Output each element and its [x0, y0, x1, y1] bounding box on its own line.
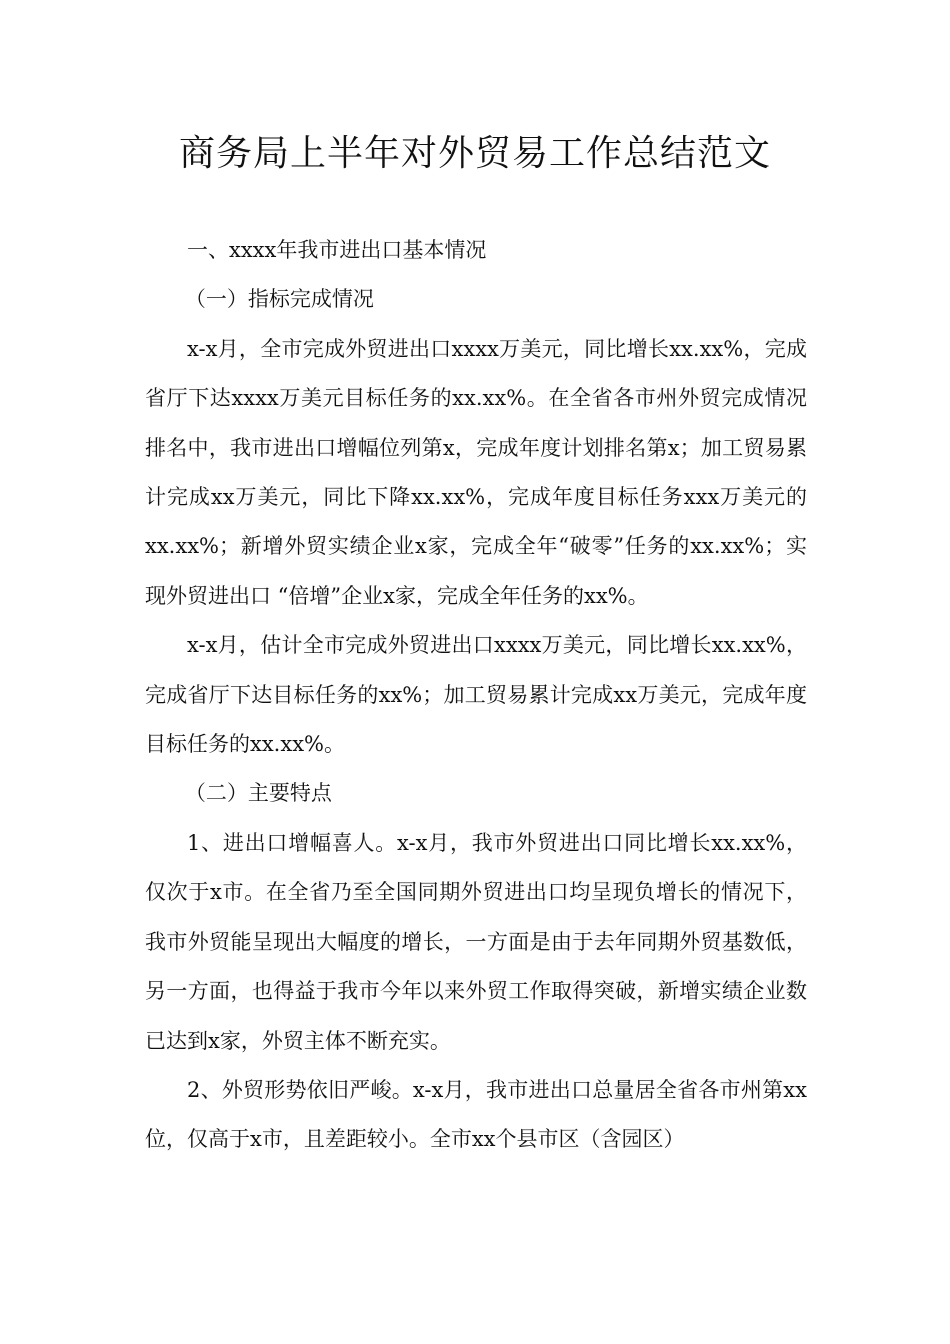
paragraph: 1、进出口增幅喜人。x-x月，我市外贸进出口同比增长xx.xx%，仅次于x市。在全省乃至全国同期外贸进出口均呈现负增长的情况下，我市外贸能呈现出大幅度的增长，一方面是由于去年同期外贸基数低，另一方面，也得益于我市今年以来外贸工作取得突破，新增实绩企业数已达到x家，外贸主体不断充实。 — [145, 830, 807, 1053]
subsection-heading: （一）指标完成情况 — [184, 287, 374, 312]
paragraph: x-x月，估计全市完成外贸进出口xxxx万美元，同比增长xx.xx%，完成省厅下达目标任务的xx%；加工贸易累计完成xx万美元，完成年度目标任务的xx.xx%。 — [145, 633, 807, 757]
paragraph: 2、外贸形势依旧严峻。x-x月，我市进出口总量居全省各市州第xx位，仅高于x市，且差距较小。全市xx个县市区（含园区） — [145, 1077, 807, 1152]
section-heading: 一、xxxx年我市进出口基本情况 — [187, 238, 487, 262]
document-body — [145, 226, 807, 1165]
paragraph: x-x月，全市完成外贸进出口xxxx万美元，同比增长xx.xx%，完成省厅下达xxxx万美元目标任务的xx.xx%。在全省各市州外贸完成情况排名中，我市进出口增幅位列第x，完成年度计划排名第x；加工贸易累计完成xx万美元，同比下降xx.xx%，完成年度目标任务xxx万美元的xx.xx%；新增外贸实绩企业x家，完成全年“破零”任务的xx.xx%；实现外贸进出口 “倍增”企业x家，完成全年任务的xx%。 — [145, 336, 807, 608]
subsection-heading: （二）主要特点 — [184, 781, 332, 806]
document-title: 商务局上半年对外贸易工作总结范文 — [178, 133, 771, 174]
